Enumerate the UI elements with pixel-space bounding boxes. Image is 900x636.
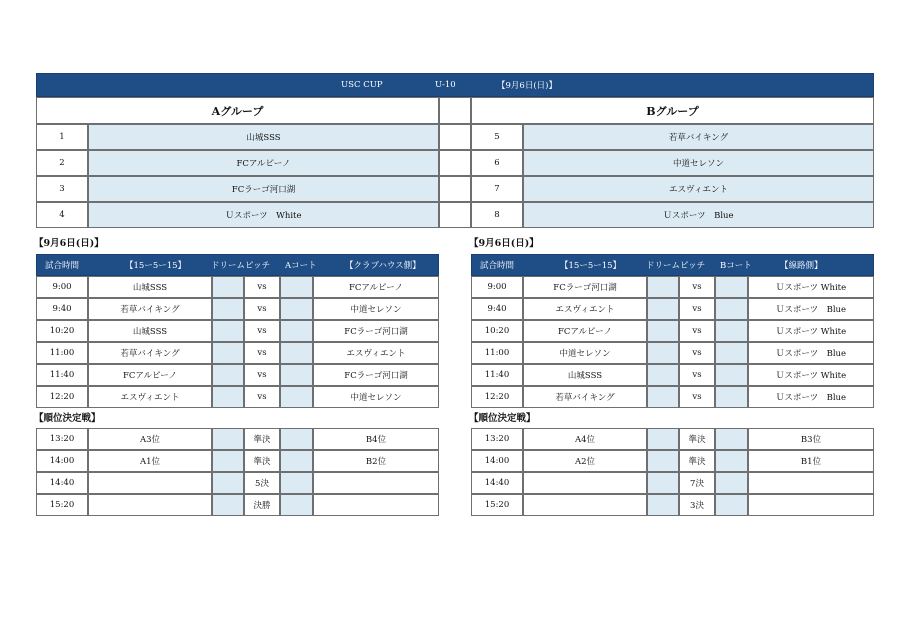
match-vs: vs	[679, 298, 715, 320]
group-gap-cell	[439, 176, 471, 202]
match-time: 14:40	[471, 472, 523, 494]
group-b-title: Bグループ	[471, 97, 874, 124]
match-home-team: A1位	[88, 450, 212, 472]
home-score	[212, 472, 244, 494]
match-away-team: Ｕスポーツ White	[748, 364, 874, 386]
match-home-team: A4位	[523, 428, 647, 450]
match-vs: 準決	[244, 450, 280, 472]
home-score	[647, 298, 679, 320]
match-vs: 決勝	[244, 494, 280, 516]
home-score	[647, 342, 679, 364]
home-score	[212, 276, 244, 298]
header-venue: ドリームピッチ	[211, 261, 271, 271]
match-home-team: 山城SSS	[88, 320, 212, 342]
match-home-team	[523, 472, 647, 494]
match-away-team	[313, 494, 439, 516]
away-score	[715, 494, 748, 516]
home-score	[647, 450, 679, 472]
match-home-team: エスヴィエント	[523, 298, 647, 320]
match-vs: 準決	[679, 428, 715, 450]
away-score	[280, 450, 313, 472]
match-time: 15:20	[36, 494, 88, 516]
home-score	[212, 320, 244, 342]
header-court: Aコート	[285, 261, 317, 271]
away-score	[715, 276, 748, 298]
group-b-team: 若草バイキング	[523, 124, 874, 150]
match-time: 11:40	[471, 364, 523, 386]
match-away-team: FCラーゴ河口湖	[313, 364, 439, 386]
match-home-team	[88, 472, 212, 494]
home-score	[647, 428, 679, 450]
match-away-team: B2位	[313, 450, 439, 472]
group-b-number: 6	[471, 150, 523, 176]
match-home-team: 若草バイキング	[523, 386, 647, 408]
header-format: 【15ー5ー15】	[125, 261, 187, 271]
event-date: 【9月6日(日)】	[497, 81, 557, 91]
schedule-date-label: 【9月6日(日)】	[469, 238, 539, 249]
match-time: 14:40	[36, 472, 88, 494]
match-time: 12:20	[471, 386, 523, 408]
match-vs: vs	[679, 386, 715, 408]
match-vs: 準決	[679, 450, 715, 472]
match-time: 11:00	[36, 342, 88, 364]
match-away-team: Ｕスポーツ Blue	[748, 298, 874, 320]
home-score	[212, 364, 244, 386]
group-a-team: FCアルピーノ	[88, 150, 439, 176]
home-score	[647, 364, 679, 386]
away-score	[715, 472, 748, 494]
match-time: 14:00	[471, 450, 523, 472]
match-vs: vs	[244, 342, 280, 364]
match-away-team	[748, 472, 874, 494]
away-score	[280, 342, 313, 364]
match-away-team	[313, 472, 439, 494]
match-away-team: FCラーゴ河口湖	[313, 320, 439, 342]
group-b-number: 8	[471, 202, 523, 228]
match-time: 13:20	[36, 428, 88, 450]
away-score	[715, 320, 748, 342]
match-vs: 5決	[244, 472, 280, 494]
home-score	[647, 386, 679, 408]
ranking-label: 【順位決定戦】	[469, 413, 536, 424]
group-gap-cell	[439, 150, 471, 176]
away-score	[280, 494, 313, 516]
match-away-team: Ｕスポーツ Blue	[748, 386, 874, 408]
match-away-team: 中道セレソン	[313, 386, 439, 408]
group-a-number: 1	[36, 124, 88, 150]
match-home-team	[523, 494, 647, 516]
home-score	[212, 298, 244, 320]
match-away-team: エスヴィエント	[313, 342, 439, 364]
home-score	[212, 428, 244, 450]
header-venue: ドリームピッチ	[646, 261, 706, 271]
match-time: 9:40	[36, 298, 88, 320]
home-score	[647, 494, 679, 516]
away-score	[280, 386, 313, 408]
home-score	[647, 472, 679, 494]
event-name: USC CUP	[341, 80, 383, 90]
group-b-team: 中道セレソン	[523, 150, 874, 176]
match-time: 9:00	[36, 276, 88, 298]
match-time: 11:00	[471, 342, 523, 364]
match-home-team: エスヴィエント	[88, 386, 212, 408]
away-score	[715, 298, 748, 320]
match-vs: 準決	[244, 428, 280, 450]
match-home-team: 山城SSS	[88, 276, 212, 298]
group-a-number: 2	[36, 150, 88, 176]
group-b-number: 7	[471, 176, 523, 202]
group-a-title: Aグループ	[36, 97, 439, 124]
away-score	[280, 320, 313, 342]
match-time: 9:40	[471, 298, 523, 320]
title-bar	[36, 73, 874, 97]
home-score	[212, 450, 244, 472]
match-away-team	[748, 494, 874, 516]
away-score	[715, 364, 748, 386]
header-time: 試合時間	[45, 261, 80, 271]
match-home-team: FCラーゴ河口湖	[523, 276, 647, 298]
match-away-team: Ｕスポーツ White	[748, 276, 874, 298]
away-score	[280, 428, 313, 450]
away-score	[715, 386, 748, 408]
match-time: 12:20	[36, 386, 88, 408]
match-time: 14:00	[36, 450, 88, 472]
group-gap-cell	[439, 124, 471, 150]
match-home-team: FCアルピーノ	[523, 320, 647, 342]
match-time: 11:40	[36, 364, 88, 386]
away-score	[280, 472, 313, 494]
home-score	[212, 386, 244, 408]
header-format: 【15ー5ー15】	[560, 261, 622, 271]
ranking-label: 【順位決定戦】	[34, 413, 101, 424]
match-time: 15:20	[471, 494, 523, 516]
group-a-team: FCラーゴ河口湖	[88, 176, 439, 202]
match-vs: vs	[679, 320, 715, 342]
match-away-team: Ｕスポーツ Blue	[748, 342, 874, 364]
match-vs: vs	[244, 386, 280, 408]
group-b-team: Ｕスポーツ Blue	[523, 202, 874, 228]
match-time: 13:20	[471, 428, 523, 450]
away-score	[280, 364, 313, 386]
match-vs: vs	[244, 364, 280, 386]
match-home-team: A2位	[523, 450, 647, 472]
match-vs: 7決	[679, 472, 715, 494]
header-side: 【線路側】	[780, 261, 823, 271]
group-a-number: 4	[36, 202, 88, 228]
match-time: 10:20	[36, 320, 88, 342]
match-home-team: 山城SSS	[523, 364, 647, 386]
match-home-team: FCアルピーノ	[88, 364, 212, 386]
away-score	[280, 276, 313, 298]
away-score	[715, 342, 748, 364]
group-a-number: 3	[36, 176, 88, 202]
match-vs: vs	[679, 364, 715, 386]
match-vs: vs	[679, 276, 715, 298]
match-home-team: 若草バイキング	[88, 342, 212, 364]
schedule-header	[471, 254, 874, 276]
match-time: 9:00	[471, 276, 523, 298]
away-score	[715, 450, 748, 472]
group-b-number: 5	[471, 124, 523, 150]
match-away-team: B4位	[313, 428, 439, 450]
match-away-team: FCアルピーノ	[313, 276, 439, 298]
home-score	[212, 342, 244, 364]
home-score	[212, 494, 244, 516]
match-vs: vs	[244, 298, 280, 320]
match-home-team	[88, 494, 212, 516]
match-time: 10:20	[471, 320, 523, 342]
away-score	[280, 298, 313, 320]
match-vs: vs	[244, 276, 280, 298]
match-vs: vs	[244, 320, 280, 342]
match-home-team: 若草バイキング	[88, 298, 212, 320]
home-score	[647, 320, 679, 342]
match-away-team: B3位	[748, 428, 874, 450]
header-court: Bコート	[720, 261, 752, 271]
schedule-date-label: 【9月6日(日)】	[34, 238, 104, 249]
group-a-team: Ｕスポーツ White	[88, 202, 439, 228]
header-side: 【クラブハウス側】	[345, 261, 421, 271]
group-gap-header	[439, 97, 471, 124]
match-vs: vs	[679, 342, 715, 364]
group-gap-cell	[439, 202, 471, 228]
header-time: 試合時間	[480, 261, 515, 271]
match-away-team: B1位	[748, 450, 874, 472]
match-away-team: Ｕスポーツ White	[748, 320, 874, 342]
away-score	[715, 428, 748, 450]
match-home-team: A3位	[88, 428, 212, 450]
match-home-team: 中道セレソン	[523, 342, 647, 364]
home-score	[647, 276, 679, 298]
match-vs: 3決	[679, 494, 715, 516]
match-away-team: 中道セレソン	[313, 298, 439, 320]
age-category: U-10	[435, 80, 456, 90]
schedule-header	[36, 254, 439, 276]
group-b-team: エスヴィエント	[523, 176, 874, 202]
group-a-team: 山城SSS	[88, 124, 439, 150]
